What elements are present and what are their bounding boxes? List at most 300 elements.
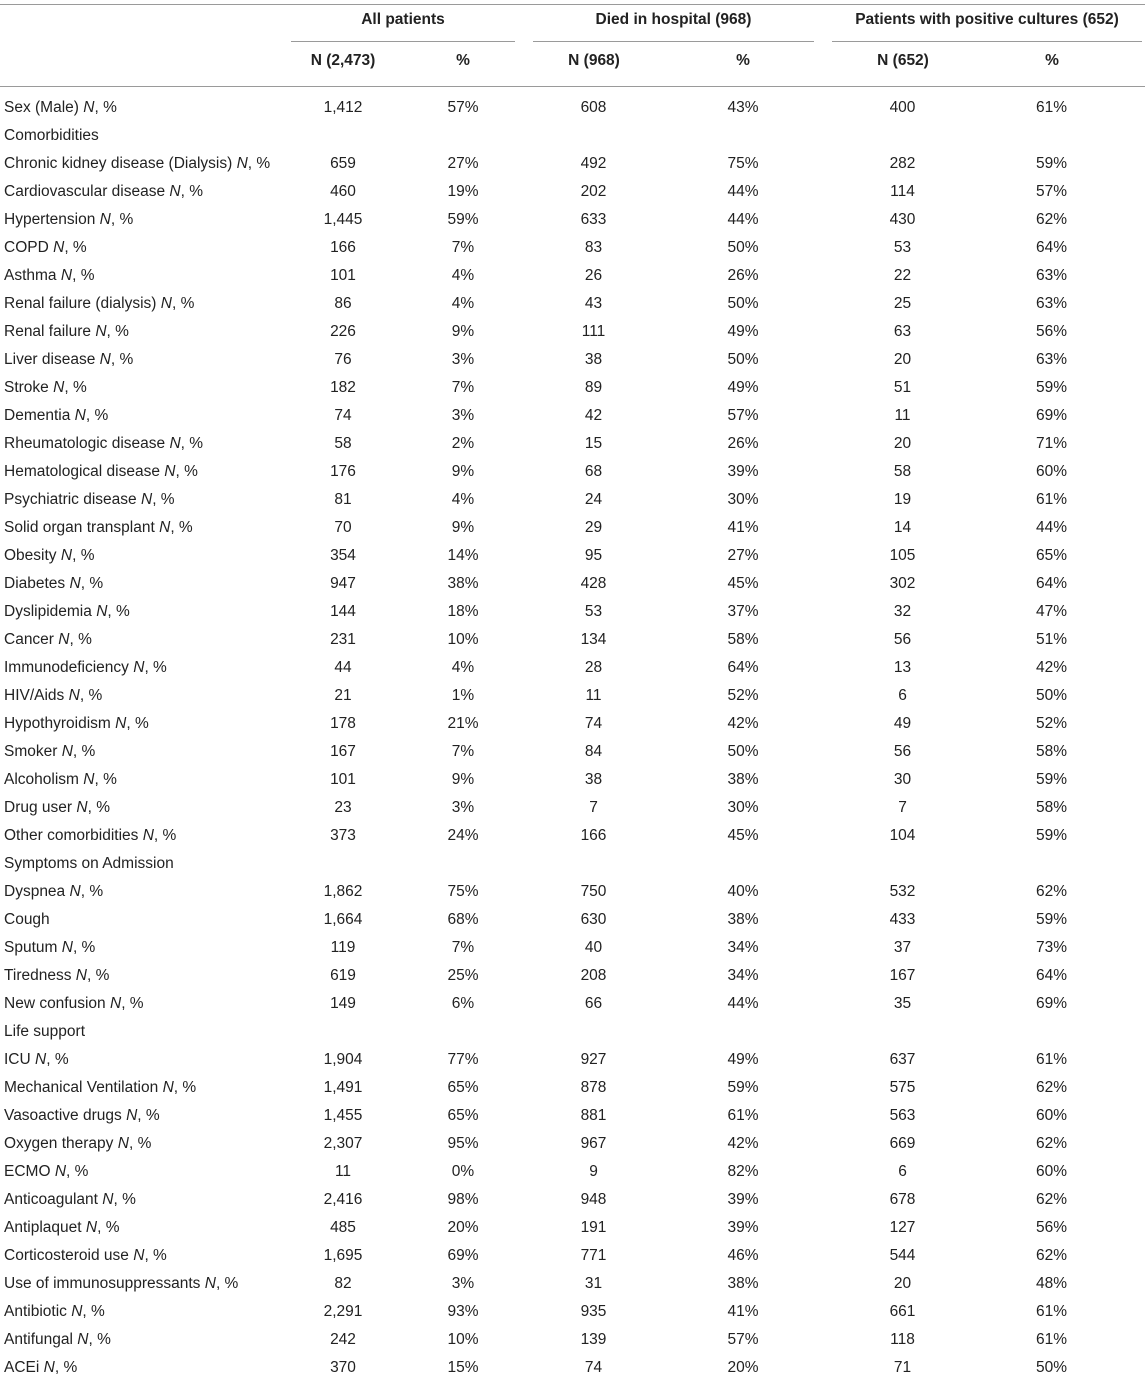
cell-died-pct: 39%	[727, 1191, 759, 1208]
stat-symbol: N	[117, 1135, 129, 1152]
cell-died-pct: 43%	[727, 99, 759, 116]
table-row	[0, 766, 1120, 794]
stat-symbol: N	[71, 1303, 83, 1320]
row-label	[0, 1298, 283, 1326]
row-label-text: Sputum	[4, 939, 58, 956]
cell-cultures-n	[822, 850, 983, 878]
cell-died-pct	[664, 1018, 822, 1046]
cell-cultures-n: 7	[898, 799, 907, 816]
table-row	[0, 486, 1120, 514]
table-row	[0, 1270, 1120, 1298]
cell-cultures-pct: 61%	[1035, 1303, 1068, 1320]
table-row	[0, 1018, 1120, 1046]
cell-cultures-n: 118	[890, 1331, 915, 1348]
row-label-text: Dyspnea	[4, 883, 66, 900]
cell-all-pct	[403, 1018, 523, 1046]
row-label-text: HIV/Aids	[4, 687, 65, 704]
stat-suffix: , %	[113, 1191, 136, 1208]
row-label-text: Renal failure (dialysis)	[4, 295, 157, 312]
table-row	[0, 1214, 1120, 1242]
stat-symbol: N	[35, 1051, 47, 1068]
row-label-text: COPD	[4, 239, 49, 256]
row-label-text: Antifungal	[4, 1331, 73, 1348]
cell-cultures-n: 302	[889, 575, 916, 592]
row-label	[0, 654, 283, 682]
row-label	[0, 906, 283, 934]
cell-all-pct: 7%	[451, 939, 475, 956]
cell-cultures-pct: 57%	[1035, 183, 1068, 200]
cell-all-n: 2,307	[323, 1135, 363, 1152]
cell-all-pct: 15%	[447, 1359, 479, 1376]
stat-symbol: N	[61, 939, 73, 956]
cell-died-pct: 20%	[727, 1359, 759, 1376]
row-label-text: Alcoholism	[4, 771, 79, 788]
cell-died-n: 95	[584, 547, 603, 564]
cell-all-n: 1,455	[323, 1107, 363, 1124]
cell-died-n: 134	[580, 631, 607, 648]
stat-symbol: N	[60, 547, 73, 564]
cell-all-n: 86	[334, 295, 352, 312]
row-label-text: Use of immunosuppressants	[4, 1275, 201, 1292]
cell-died-pct: 38%	[727, 911, 759, 928]
cell-died-pct: 45%	[727, 827, 759, 844]
cell-all-n: 2,291	[323, 1303, 363, 1320]
cell-died-pct: 46%	[727, 1247, 759, 1264]
stat-symbol: N	[159, 519, 171, 536]
stat-suffix: , %	[72, 743, 96, 760]
cell-all-n: 11	[334, 1163, 352, 1180]
stat-symbol: N	[164, 463, 176, 480]
stat-suffix: , %	[64, 239, 87, 256]
cell-all-pct: 3%	[451, 407, 475, 424]
row-label-text: Cancer	[4, 631, 54, 648]
cell-all-n: 659	[330, 155, 356, 172]
table-row	[0, 402, 1120, 430]
row-label-text: New confusion	[4, 995, 106, 1012]
cell-cultures-pct: 62%	[1035, 1079, 1068, 1096]
cell-all-pct: 27%	[447, 155, 479, 172]
cell-died-pct: 27%	[727, 547, 759, 564]
stat-suffix: , %	[107, 603, 130, 620]
cell-died-pct: 59%	[727, 1079, 759, 1096]
stat-symbol: N	[169, 183, 181, 200]
stat-suffix: , %	[137, 1107, 160, 1124]
cell-cultures-pct: 62%	[1035, 883, 1068, 900]
table-row	[0, 1242, 1120, 1270]
stat-suffix: , %	[82, 1303, 105, 1320]
table-row	[0, 878, 1120, 906]
cell-cultures-n: 71	[893, 1359, 912, 1376]
row-label	[0, 1046, 283, 1074]
cell-cultures-n: 56	[893, 631, 912, 648]
cell-all-pct: 0%	[451, 1163, 475, 1180]
cell-cultures-pct: 48%	[1035, 1275, 1068, 1292]
cell-cultures-pct: 62%	[1035, 1247, 1068, 1264]
row-label-text: Corticosteroid use	[4, 1247, 129, 1264]
cell-died-pct: 38%	[727, 1275, 759, 1292]
row-label-text: Drug user	[4, 799, 73, 816]
cell-cultures-n: 430	[889, 211, 916, 228]
stat-suffix: , %	[215, 1275, 239, 1292]
cell-cultures-n: 6	[898, 687, 907, 704]
table-row	[0, 794, 1120, 822]
stat-symbol: N	[115, 715, 127, 732]
cell-all-pct: 9%	[451, 519, 475, 536]
row-label	[0, 850, 283, 878]
row-label	[0, 766, 283, 794]
cell-cultures-pct: 63%	[1035, 267, 1068, 284]
cell-cultures-n: 14	[893, 519, 912, 536]
row-label	[0, 1130, 283, 1158]
group-underline	[533, 41, 814, 42]
cell-cultures-pct: 59%	[1035, 379, 1068, 396]
cell-died-n: 111	[581, 323, 606, 340]
table-row	[0, 990, 1120, 1018]
cell-all-n: 947	[330, 575, 356, 592]
row-label-text: Sex (Male)	[4, 99, 79, 116]
cell-all-n: 119	[330, 939, 356, 956]
row-label-text: Tiredness	[4, 967, 72, 984]
cell-cultures-n: 30	[893, 771, 912, 788]
cell-all-n: 44	[334, 659, 352, 676]
cell-all-pct: 65%	[447, 1107, 479, 1124]
cell-all-n: 70	[334, 519, 352, 536]
table-row	[0, 1326, 1120, 1354]
cell-cultures-pct: 47%	[1035, 603, 1068, 620]
cell-all-pct: 4%	[451, 659, 475, 676]
cell-all-pct: 2%	[451, 435, 475, 452]
cell-cultures-n: 49	[893, 715, 912, 732]
cell-all-pct: 3%	[451, 351, 475, 368]
stat-suffix: , %	[80, 883, 104, 900]
table-row	[0, 962, 1120, 990]
cell-all-n: 74	[334, 407, 352, 424]
cell-cultures-n: 20	[893, 351, 912, 368]
cell-cultures-pct: 71%	[1035, 435, 1068, 452]
group-header-label: Died in hospital (968)	[595, 11, 752, 28]
cell-died-n: 42	[584, 407, 603, 424]
stat-symbol: N	[43, 1359, 55, 1376]
row-label-text: Cough	[4, 911, 50, 928]
cell-all-n: 144	[330, 603, 356, 620]
cell-cultures-pct: 52%	[1035, 715, 1068, 732]
row-label	[0, 738, 283, 766]
data-table	[0, 94, 1120, 1382]
cell-all-n: 2,416	[323, 1191, 363, 1208]
cell-cultures-pct: 62%	[1035, 1191, 1068, 1208]
cell-all-pct: 9%	[451, 771, 475, 788]
stat-suffix: , %	[94, 99, 117, 116]
cell-cultures-pct: 60%	[1035, 1107, 1068, 1124]
cell-died-pct: 30%	[727, 799, 759, 816]
group-header-label: Patients with positive cultures (652)	[855, 11, 1119, 28]
stat-symbol: N	[96, 603, 108, 620]
stat-suffix: , %	[106, 323, 129, 340]
cell-all-pct: 4%	[451, 267, 475, 284]
cell-died-n: 89	[584, 379, 603, 396]
cell-died-n	[523, 1018, 664, 1046]
cell-died-pct: 58%	[727, 631, 759, 648]
row-label	[0, 962, 283, 990]
cell-all-n: 23	[334, 799, 352, 816]
cell-cultures-n: 19	[893, 491, 912, 508]
row-label-text: Antibiotic	[4, 1303, 67, 1320]
row-label	[0, 990, 283, 1018]
cell-died-pct: 38%	[727, 771, 759, 788]
cell-all-n: 166	[330, 239, 356, 256]
cell-cultures-n: 661	[889, 1303, 916, 1320]
cell-cultures-pct: 44%	[1035, 519, 1068, 536]
cell-died-pct: 52%	[727, 687, 759, 704]
cell-all-n: 354	[330, 547, 356, 564]
cell-all-n: 373	[330, 827, 356, 844]
cell-died-pct: 64%	[727, 659, 759, 676]
cell-died-n: 166	[580, 827, 607, 844]
cell-died-n: 84	[584, 743, 603, 760]
cell-died-pct: 34%	[727, 967, 759, 984]
stat-symbol: N	[133, 659, 145, 676]
cell-cultures-n: 105	[889, 547, 916, 564]
stat-symbol: N	[83, 771, 95, 788]
table-row	[0, 542, 1120, 570]
row-label	[0, 570, 283, 598]
cell-died-pct	[664, 850, 822, 878]
row-label-text: Smoker	[4, 743, 58, 760]
row-label	[0, 1074, 283, 1102]
cell-died-pct: 82%	[727, 1163, 759, 1180]
cell-died-pct: 41%	[727, 1303, 759, 1320]
cell-cultures-n: 13	[893, 659, 912, 676]
stat-symbol: N	[169, 435, 181, 452]
table-row	[0, 1102, 1120, 1130]
cell-cultures-n: 51	[893, 379, 912, 396]
stat-suffix: , %	[170, 519, 193, 536]
cell-died-n: 24	[584, 491, 603, 508]
table-row	[0, 122, 1120, 150]
cell-all-n: 182	[330, 379, 356, 396]
cell-all-pct: 95%	[447, 1135, 479, 1152]
cell-died-pct: 37%	[727, 603, 759, 620]
cell-died-n: 15	[584, 435, 603, 452]
row-label	[0, 1102, 283, 1130]
table-row	[0, 458, 1120, 486]
cell-all-pct: 68%	[447, 911, 479, 928]
table-row	[0, 514, 1120, 542]
stat-symbol: N	[54, 1163, 67, 1180]
cell-all-n: 460	[330, 183, 356, 200]
row-label	[0, 430, 283, 458]
cell-cultures-pct: 56%	[1035, 1219, 1068, 1236]
stat-suffix: , %	[72, 547, 95, 564]
stat-suffix: , %	[54, 1359, 78, 1376]
cell-died-n: 191	[580, 1219, 607, 1236]
stat-suffix: , %	[175, 463, 198, 480]
cell-died-n: 11	[585, 687, 602, 704]
cell-all-pct: 93%	[447, 1303, 479, 1320]
cell-died-pct: 49%	[727, 1051, 759, 1068]
table-row	[0, 1046, 1120, 1074]
cell-all-n: 231	[330, 631, 356, 648]
row-label	[0, 150, 283, 178]
row-label	[0, 598, 283, 626]
cell-died-n: 881	[580, 1107, 607, 1124]
cell-cultures-pct: 50%	[1035, 1359, 1068, 1376]
cell-died-n: 74	[584, 715, 603, 732]
row-label	[0, 542, 283, 570]
cell-all-pct: 98%	[447, 1191, 479, 1208]
row-label-text: Asthma	[4, 267, 57, 284]
row-label	[0, 1158, 283, 1186]
cell-died-n: 31	[584, 1275, 603, 1292]
stat-suffix: , %	[173, 1079, 197, 1096]
row-label-text: Other comorbidities	[4, 827, 139, 844]
row-label-text: ICU	[4, 1051, 31, 1068]
cell-all-n: 370	[330, 1359, 356, 1376]
stat-suffix: , %	[80, 575, 104, 592]
group-underline	[291, 41, 515, 42]
row-label-text: Oxygen therapy	[4, 1135, 114, 1152]
stat-symbol: N	[83, 99, 95, 116]
cell-all-n: 1,412	[323, 99, 363, 116]
cell-all-n: 1,445	[323, 211, 363, 228]
cell-all-pct: 3%	[451, 799, 475, 816]
group-header-label: All patients	[361, 11, 445, 28]
table-row	[0, 206, 1120, 234]
row-label-text: Solid organ transplant	[4, 519, 155, 536]
cell-all-pct: 25%	[447, 967, 479, 984]
cell-cultures-n: 104	[889, 827, 916, 844]
row-label-text: Hypothyroidism	[4, 715, 111, 732]
cell-died-n: 9	[589, 1163, 598, 1180]
table-row	[0, 1186, 1120, 1214]
row-label	[0, 1326, 283, 1354]
cell-cultures-pct: 61%	[1035, 1051, 1068, 1068]
row-label-text: Mechanical Ventilation	[4, 1079, 159, 1096]
cell-died-n: 750	[580, 883, 607, 900]
cell-died-n: 53	[584, 603, 603, 620]
cell-died-pct: 44%	[727, 211, 759, 228]
cell-cultures-n: 400	[889, 99, 916, 116]
stat-symbol: N	[68, 687, 80, 704]
row-label	[0, 402, 283, 430]
cell-all-pct: 57%	[447, 99, 479, 116]
cell-died-pct: 49%	[727, 379, 759, 396]
stat-symbol: N	[58, 631, 70, 648]
cell-died-pct: 50%	[727, 239, 759, 256]
cell-all-n	[283, 850, 403, 878]
row-label-text: Dementia	[4, 407, 71, 424]
cell-all-n: 1,664	[323, 911, 363, 928]
cell-cultures-pct: 61%	[1035, 1331, 1068, 1348]
stat-suffix: , %	[46, 1051, 69, 1068]
cell-cultures-pct: 64%	[1035, 239, 1068, 256]
cell-died-n: 878	[580, 1079, 607, 1096]
row-label	[0, 178, 283, 206]
stat-symbol: N	[53, 239, 65, 256]
cell-all-n: 242	[330, 1331, 356, 1348]
row-label	[0, 822, 283, 850]
cell-cultures-n: 11	[894, 407, 911, 424]
cell-all-n: 1,491	[323, 1079, 363, 1096]
table-row	[0, 1074, 1120, 1102]
cell-all-n: 58	[334, 435, 352, 452]
cell-cultures-n: 20	[893, 435, 912, 452]
cell-cultures-n: 678	[889, 1191, 916, 1208]
cell-died-n: 29	[584, 519, 603, 536]
row-label-text: Immunodeficiency	[4, 659, 129, 676]
stat-suffix: , %	[172, 295, 195, 312]
table-row	[0, 822, 1120, 850]
row-label	[0, 626, 283, 654]
cell-all-n	[283, 122, 403, 150]
cell-died-n: 633	[580, 211, 607, 228]
cell-died-n: 28	[584, 659, 603, 676]
cell-died-pct: 39%	[727, 463, 759, 480]
row-label-text: Chronic kidney disease (Dialysis)	[4, 155, 233, 172]
stat-suffix: , %	[87, 799, 110, 816]
cell-died-pct: 42%	[727, 1135, 759, 1152]
row-label-text: Cardiovascular disease	[4, 183, 166, 200]
stat-suffix: , %	[110, 211, 134, 228]
table-row	[0, 290, 1120, 318]
cell-all-pct: 75%	[447, 883, 479, 900]
cell-all-n: 76	[334, 351, 352, 368]
cell-all-pct: 7%	[451, 239, 475, 256]
top-rule	[0, 4, 1145, 5]
group-header-all-patients	[291, 11, 515, 35]
cell-all-n: 226	[330, 323, 356, 340]
row-label	[0, 290, 283, 318]
cell-cultures-pct: 60%	[1035, 463, 1068, 480]
group-header-died	[533, 11, 814, 35]
stat-suffix: , %	[144, 659, 167, 676]
cell-cultures-n: 532	[889, 883, 916, 900]
table-row	[0, 94, 1120, 122]
stat-symbol: N	[99, 211, 111, 228]
cell-died-n: 608	[580, 99, 607, 116]
cell-all-pct: 1%	[451, 687, 475, 704]
stat-symbol: N	[160, 295, 172, 312]
cell-cultures-pct	[983, 122, 1120, 150]
cell-cultures-pct: 59%	[1035, 155, 1068, 172]
cell-died-n: 7	[589, 799, 598, 816]
row-label	[0, 710, 283, 738]
cell-all-pct: 77%	[447, 1051, 479, 1068]
table-row	[0, 906, 1120, 934]
cell-cultures-pct: 62%	[1035, 211, 1068, 228]
cell-died-n: 38	[584, 351, 603, 368]
cell-died-pct: 57%	[727, 1331, 759, 1348]
table-row	[0, 710, 1120, 738]
cell-died-pct: 41%	[727, 519, 759, 536]
cell-all-n: 21	[334, 687, 352, 704]
cell-all-pct	[403, 850, 523, 878]
cell-died-pct: 44%	[727, 995, 759, 1012]
stat-suffix: , %	[180, 435, 204, 452]
cell-all-pct: 20%	[447, 1219, 479, 1236]
cell-cultures-n: 544	[889, 1247, 916, 1264]
row-label	[0, 794, 283, 822]
row-label	[0, 1186, 283, 1214]
cell-cultures-n: 433	[889, 911, 916, 928]
cell-died-pct: 75%	[727, 155, 759, 172]
cell-cultures-pct: 59%	[1035, 911, 1068, 928]
cell-all-pct: 7%	[451, 379, 475, 396]
subheader-n-cultures: N (652)	[877, 52, 929, 69]
cell-cultures-pct: 59%	[1035, 827, 1068, 844]
cell-cultures-pct: 64%	[1035, 967, 1068, 984]
subheader-n-all: N (2,473)	[310, 52, 376, 69]
